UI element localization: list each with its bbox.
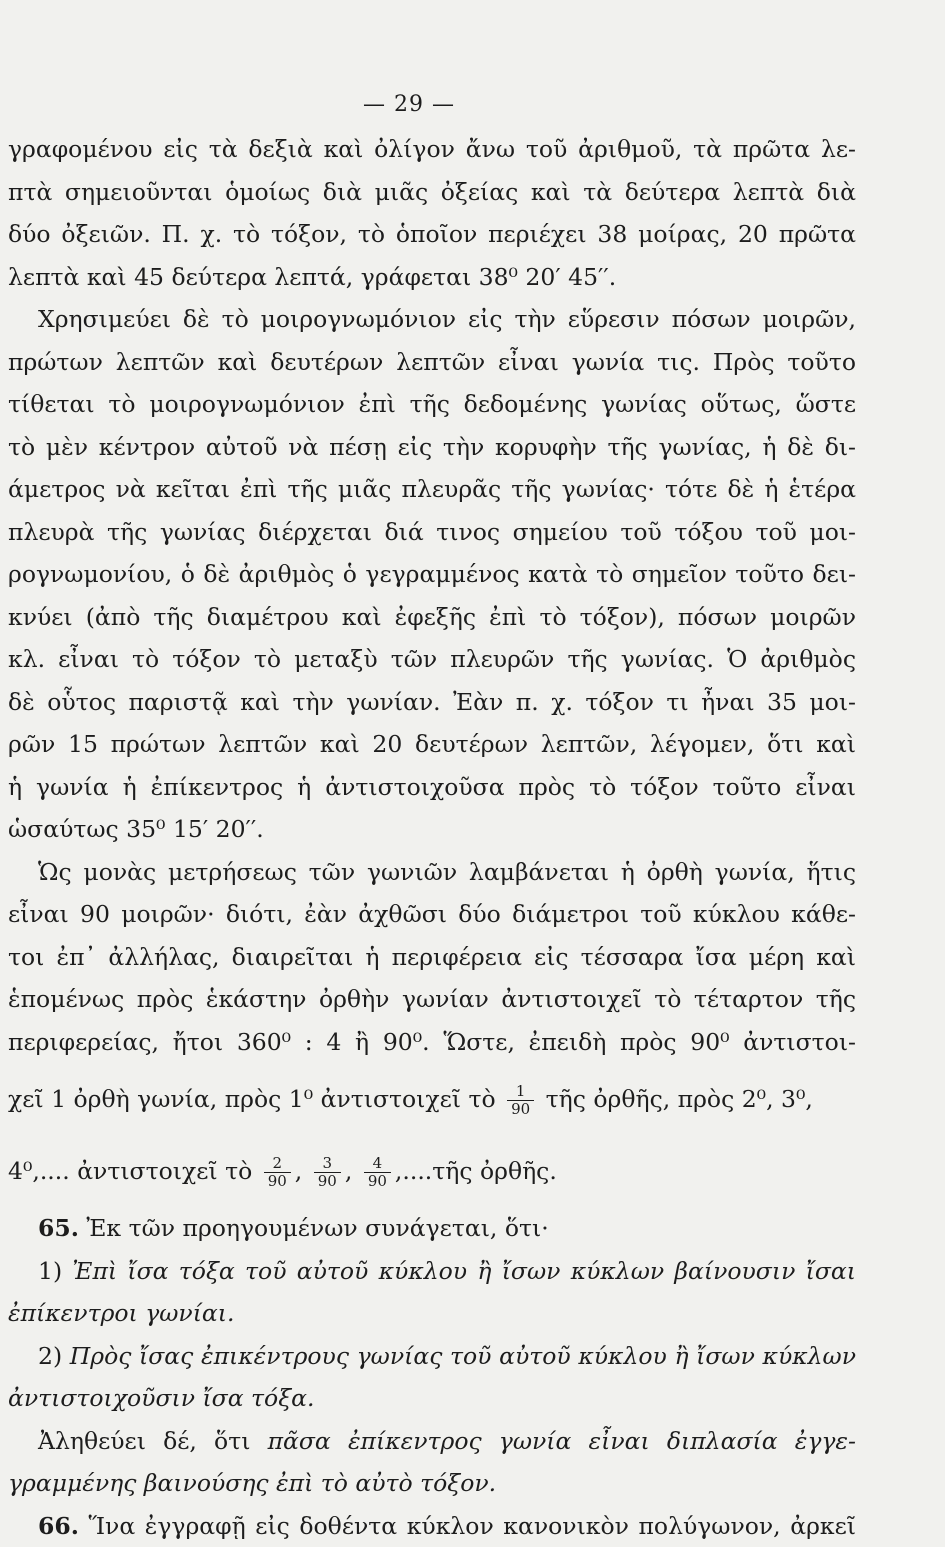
text-line: Χρησιμεύει δὲ τὸ μοιρογνωμόνιον εἰς τὴν εὕρεσιν πόσων μοιρῶν, <box>8 298 856 341</box>
section-number: 66. <box>38 1512 79 1540</box>
fraction <box>264 1155 291 1191</box>
fraction <box>314 1155 341 1191</box>
fraction-numerator: 1 <box>507 1083 534 1101</box>
text-segment: πᾶσα ἐπίκεντρος γωνία εἶναι διπλασία ἐγγε- <box>268 1427 856 1455</box>
text-line: τὸ μὲν κέντρον αὐτοῦ νὰ πέσῃ εἰς τὴν κορυφὴν τῆς γωνίας, ἡ δὲ δι- <box>8 426 856 469</box>
text-line: ἐπίκεντροι γωνίαι. <box>8 1292 856 1335</box>
text-line: εἶναι 90 μοιρῶν· διότι, ἐὰν ἀχθῶσι δύο διάμετροι τοῦ κύκλου κάθε- <box>8 893 856 936</box>
section-number: 65. <box>38 1214 79 1242</box>
fraction <box>364 1155 391 1191</box>
body-text <box>8 128 856 1547</box>
text-segment: Ἐπὶ ἴσα τόξα τοῦ αὐτοῦ κύκλου ἢ ἴσων κύκλων βαίνουσιν ἴσαι <box>72 1257 856 1285</box>
page-number: — 29 — <box>0 92 818 117</box>
text-line: περιφερείας, ἤτοι 360⁰ : 4 ἢ 90⁰. Ὥστε, ἐπειδὴ πρὸς 90⁰ ἀντιστοι- <box>8 1021 856 1064</box>
text-line: τίθεται τὸ μοιρογνωμόνιον ἐπὶ τῆς δεδομένης γωνίας οὕτως, ὥστε <box>8 383 856 426</box>
fraction-denominator: 90 <box>314 1173 341 1190</box>
text-line: Ὡς μονὰς μετρήσεως τῶν γωνιῶν λαμβάνεται ἡ ὀρθὴ γωνία, ἥτις <box>8 851 856 894</box>
text-line: πτὰ σημειοῦνται ὁμοίως διὰ μιᾶς ὀξείας καὶ τὰ δεύτερα λεπτὰ διὰ <box>8 171 856 214</box>
list-number: 1) <box>38 1257 62 1285</box>
text-line: τοι ἐπ᾿ ἀλλήλας, διαιρεῖται ἡ περιφέρεια εἰς τέσσαρα ἴσα μέρη καὶ <box>8 936 856 979</box>
text-line: λεπτὰ καὶ 45 δεύτερα λεπτά, γράφεται 38⁰ 20′ 45′′. <box>8 256 856 299</box>
fraction-line <box>8 1135 856 1207</box>
fraction-numerator: 3 <box>314 1155 341 1173</box>
text-segment: Ἀληθεύει δέ, ὅτι <box>38 1427 250 1455</box>
text-line: δύο ὀξειῶν. Π. χ. τὸ τόξον, τὸ ὁποῖον περιέχει 38 μοίρας, 20 πρῶτα <box>8 213 856 256</box>
text-line: κλ. εἶναι τὸ τόξον τὸ μεταξὺ τῶν πλευρῶν τῆς γωνίας. Ὁ ἀριθμὸς <box>8 638 856 681</box>
fraction-line <box>8 1063 856 1135</box>
text-segment: 4⁰,.... ἀντιστοιχεῖ τὸ <box>8 1157 252 1185</box>
fraction-numerator: 4 <box>364 1155 391 1173</box>
section-66-line <box>8 1505 856 1547</box>
separator: , <box>295 1157 302 1185</box>
text-line: ἑπομένως πρὸς ἑκάστην ὀρθὴν γωνίαν ἀντιστοιχεῖ τὸ τέταρτον τῆς <box>8 978 856 1021</box>
text-line: γραμμένης βαινούσης ἐπὶ τὸ αὐτὸ τόξον. <box>8 1462 856 1505</box>
text-line: δὲ οὗτος παριστᾷ καὶ τὴν γωνίαν. Ἐὰν π. χ. τόξον τι ἦναι 35 μοι- <box>8 681 856 724</box>
text-line: άμετρος νὰ κεῖται ἐπὶ τῆς μιᾶς πλευρᾶς τῆς γωνίας· τότε δὲ ἡ ἑτέρα <box>8 468 856 511</box>
text-line: γραφομένου εἰς τὰ δεξιὰ καὶ ὀλίγον ἄνω τοῦ ἀριθμοῦ, τὰ πρῶτα λε- <box>8 128 856 171</box>
separator: , <box>345 1157 352 1185</box>
text-segment: Πρὸς ἴσας ἐπικέντρους γωνίας τοῦ αὐτοῦ κύκλου ἢ ἴσων κύκλων <box>70 1342 856 1370</box>
text-line: κνύει (ἀπὸ τῆς διαμέτρου καὶ ἐφεξῆς ἐπὶ τὸ τόξον), πόσων μοιρῶν <box>8 596 856 639</box>
fraction-denominator: 90 <box>364 1173 391 1190</box>
text-line: ὡσαύτως 35⁰ 15′ 20′′. <box>8 808 856 851</box>
text-line: ρῶν 15 πρώτων λεπτῶν καὶ 20 δευτέρων λεπτῶν, λέγομεν, ὅτι καὶ <box>8 723 856 766</box>
text-segment: ,....τῆς ὀρθῆς. <box>395 1157 557 1185</box>
text-line: ἀντιστοιχοῦσιν ἴσα τόξα. <box>8 1377 856 1420</box>
fraction <box>507 1083 534 1119</box>
list-item-2 <box>8 1335 856 1378</box>
text-line: πρώτων λεπτῶν καὶ δευτέρων λεπτῶν εἶναι γωνία τις. Πρὸς τοῦτο <box>8 341 856 384</box>
text-line: ἡ γωνία ἡ ἐπίκεντρος ἡ ἀντιστοιχοῦσα πρὸς τὸ τόξον τοῦτο εἶναι <box>8 766 856 809</box>
text-line <box>8 1420 856 1463</box>
section-65-intro <box>8 1207 856 1250</box>
fraction-denominator: 90 <box>264 1173 291 1190</box>
text-segment: Ἵνα ἐγγραφῇ εἰς δοθέντα κύκλον κανονικὸν πολύγωνον, ἀρκεῖ <box>88 1512 856 1540</box>
text-line: ρογνωμονίου, ὁ δὲ ἀριθμὸς ὁ γεγραμμένος κατὰ τὸ σημεῖον τοῦτο δει- <box>8 553 856 596</box>
text-segment: Ἐκ τῶν προηγουμένων συνάγεται, ὅτι· <box>86 1214 548 1242</box>
list-number: 2) <box>38 1342 62 1370</box>
text-segment: χεῖ 1 ὀρθὴ γωνία, πρὸς 1⁰ ἀντιστοιχεῖ τὸ <box>8 1085 496 1113</box>
list-item-1 <box>8 1250 856 1293</box>
fraction-numerator: 2 <box>264 1155 291 1173</box>
text-line: πλευρὰ τῆς γωνίας διέρχεται διά τινος σημείου τοῦ τόξου τοῦ μοι- <box>8 511 856 554</box>
fraction-denominator: 90 <box>507 1101 534 1118</box>
text-segment: τῆς ὀρθῆς, πρὸς 2⁰, 3⁰, <box>546 1085 813 1113</box>
